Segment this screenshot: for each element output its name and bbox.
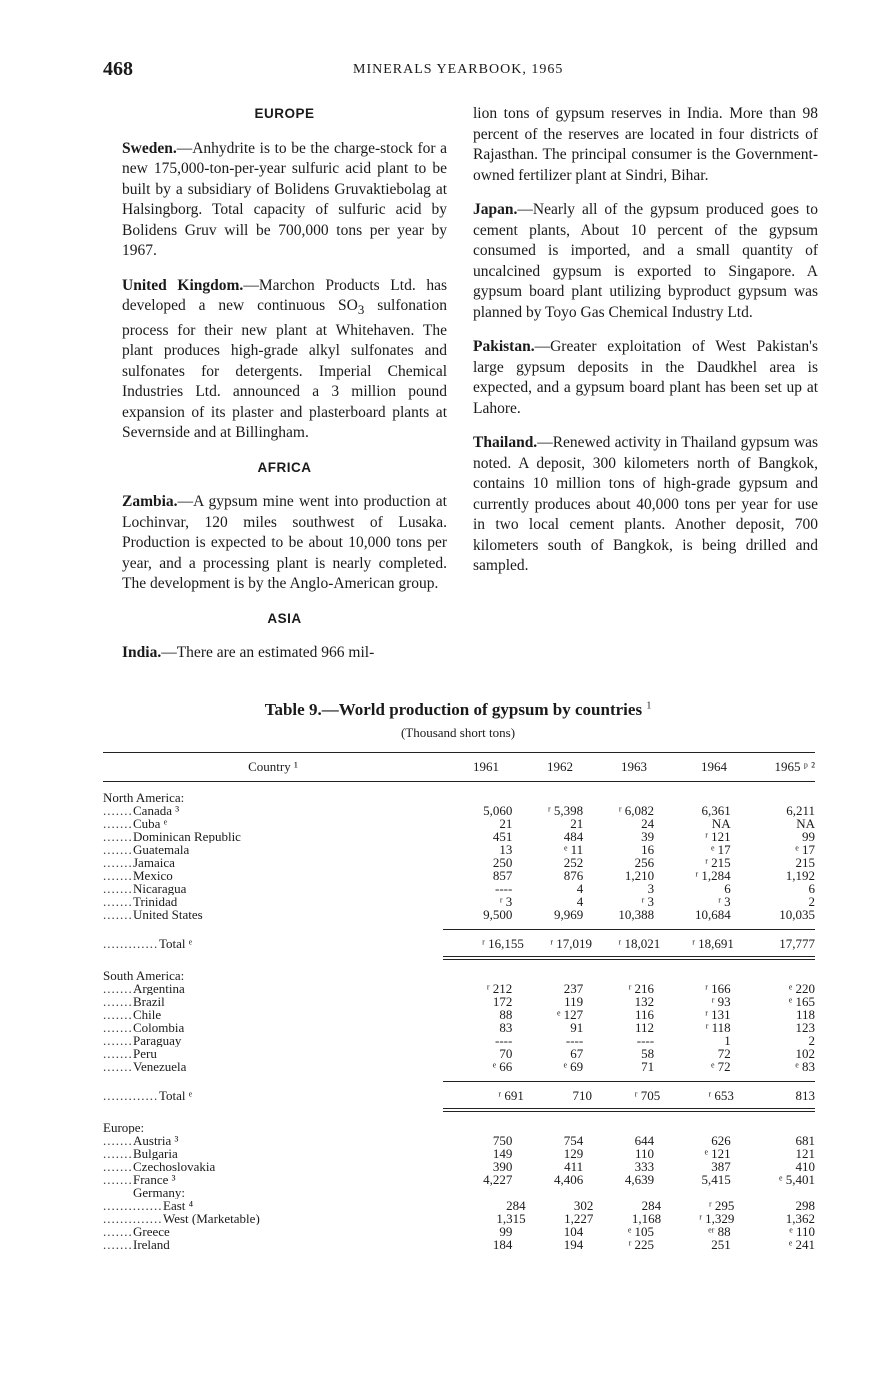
table-cell: ʳ 131 <box>705 1007 731 1022</box>
table-cell: ʳ 6,082 <box>618 803 655 818</box>
country-name: Thailand. <box>473 434 538 451</box>
country-label: France ³ <box>133 1173 459 1186</box>
table-cell: 6,361 <box>701 803 731 818</box>
table-cell: 1,168 <box>631 1211 662 1226</box>
table-cell: 410 <box>795 1159 815 1174</box>
country-label: Peru <box>133 1047 459 1060</box>
country-cell <box>103 1225 459 1238</box>
country-cell <box>103 1199 474 1212</box>
country-cell <box>103 1160 459 1173</box>
table-cell: ʳ 166 <box>705 981 731 996</box>
country-label: Paraguay <box>133 1034 459 1047</box>
table-cell: 4,227 <box>483 1172 513 1187</box>
table-cell: 21 <box>570 816 584 831</box>
table-cell: 17,777 <box>779 936 816 951</box>
table-cell: 5,060 <box>483 803 513 818</box>
table-cell: ---- <box>636 1033 655 1048</box>
page-number: 468 <box>103 58 133 80</box>
table-row <box>103 1147 815 1160</box>
table-cell: 451 <box>492 829 513 844</box>
country-name: Zambia. <box>122 493 178 511</box>
table-cell: 250 <box>492 855 513 870</box>
table-cell: 215 <box>795 855 815 870</box>
table-cell: 6,211 <box>786 803 815 818</box>
country-name: India. <box>122 644 162 662</box>
country-label: Czechoslovakia <box>133 1160 459 1173</box>
table-cell: 484 <box>563 829 584 844</box>
table-cell: 13 <box>499 842 513 857</box>
table-cell: 10,684 <box>694 907 731 922</box>
country-label: Austria ³ <box>133 1134 459 1147</box>
table-cell: 10,035 <box>779 907 815 922</box>
table-cell: 4 <box>576 881 584 896</box>
table-row <box>103 830 815 843</box>
table-cell: ʳ 93 <box>711 994 731 1009</box>
country-cell <box>103 856 459 869</box>
table-cell: ᵉ 5,401 <box>779 1172 815 1187</box>
table-cell: ᵉ 165 <box>788 994 815 1009</box>
table-cell: ʳ 18,021 <box>618 936 661 951</box>
column-header: 1965 ᵖ ² <box>774 759 815 774</box>
table-spacer <box>103 921 815 929</box>
table-cell: ᵉ 83 <box>795 1059 815 1074</box>
table-cell: 4 <box>576 894 584 909</box>
table-cell: 2 <box>808 894 815 909</box>
table-cell: 6 <box>724 881 731 896</box>
country-name: Pakistan. <box>473 338 535 355</box>
table-cell: ᵉ 105 <box>627 1224 655 1239</box>
table-cell: 99 <box>499 1224 513 1239</box>
table-spacer <box>103 1112 815 1121</box>
table-cell: ʳ 653 <box>708 1088 734 1103</box>
table-row <box>103 908 815 921</box>
table-cell: 121 <box>795 1146 815 1161</box>
table-row <box>103 1021 815 1034</box>
table-cell: 102 <box>795 1046 815 1061</box>
table-spacer <box>103 782 815 791</box>
table-cell: 39 <box>641 829 655 844</box>
table-cell: ᵉ 127 <box>557 1007 584 1022</box>
table-cell: 284 <box>506 1198 526 1213</box>
country-cell <box>103 830 459 843</box>
paragraph-zambia <box>122 492 447 595</box>
footnote-marker: 1 <box>646 700 652 712</box>
country-name: United Kingdom. <box>122 276 244 294</box>
table-row <box>103 1238 815 1251</box>
table-cell: ᵉ 241 <box>788 1237 815 1252</box>
table-cell: 58 <box>641 1046 655 1061</box>
germany-label: Germany: <box>133 1186 185 1199</box>
table-cell: 1,210 <box>624 868 655 883</box>
paragraph-japan <box>473 200 818 323</box>
table-cell: 411 <box>564 1159 584 1174</box>
table-cell: ʳ 215 <box>705 855 731 870</box>
country-label: Argentina <box>133 982 459 995</box>
table-cell: 750 <box>492 1133 513 1148</box>
paragraph-text: —A gypsum mine went into production at Lochinvar, 120 miles southwest of Lusaka. Production is expected to be about 10,000 tons per year, and a processing plant is nearly completed. The development is by the Anglo-American group. <box>122 493 447 593</box>
table-cell: 754 <box>563 1133 584 1148</box>
country-name: Sweden. <box>122 139 177 157</box>
country-label: Dominican Republic <box>133 830 459 843</box>
paragraph-text: —There are an estimated 966 mil- <box>161 644 375 662</box>
country-cell <box>103 843 459 856</box>
table-cell: 1 <box>724 1033 731 1048</box>
table-cell: 119 <box>564 994 584 1009</box>
country-label: Bulgaria <box>133 1147 459 1160</box>
country-label: Total ᵉ <box>159 1086 472 1106</box>
table-cell: 116 <box>635 1007 655 1022</box>
region-label: South America: <box>103 969 185 982</box>
column-header: Country ¹ <box>248 759 298 774</box>
country-label: Nicaragua <box>133 882 459 895</box>
table-cell: 5,415 <box>701 1172 731 1187</box>
table-header-row <box>103 753 815 781</box>
table-cell: 4,639 <box>624 1172 655 1187</box>
table-cell: 251 <box>711 1237 731 1252</box>
country-cell <box>103 1034 459 1047</box>
column-header: 1963 <box>621 759 647 774</box>
table-cell: 2 <box>808 1033 815 1048</box>
country-label: Mexico <box>133 869 459 882</box>
paragraph-india-continued: lion tons of gypsum reserves in India. More than 98 percent of the reserves are located in four districts of Rajasthan. The principal consumer is the Government-owned fertilizer plant at Sindri, Bihar. <box>473 105 818 184</box>
table-cell: 70 <box>499 1046 513 1061</box>
table-cell: 72 <box>717 1046 731 1061</box>
paragraph-text: —Nearly all of the gypsum produced goes to cement plants, About 10 percent of the gypsum consumed is imported, and a small quantity of uncalcined gypsum is exported to Singapore. A gypsum board plant utilizing byproduct gypsum was planned by Toyo Gas Chemical Industry Ltd. <box>473 201 818 321</box>
country-label: Canada ³ <box>133 804 459 817</box>
table-cell: 24 <box>641 816 655 831</box>
table-cell: ʳ 5,398 <box>547 803 584 818</box>
table-cell: ʳ 121 <box>705 829 731 844</box>
table-cell: 1,362 <box>785 1211 815 1226</box>
country-cell <box>103 804 459 817</box>
table-cell: 876 <box>563 868 584 883</box>
table-cell: ʳ 225 <box>628 1237 655 1252</box>
table-cell: 184 <box>492 1237 513 1252</box>
table-cell: ʳ 3 <box>718 894 731 909</box>
region-label: Europe: <box>103 1121 145 1134</box>
table-row <box>103 934 815 954</box>
paragraph-text: —Greater exploitation of West Pakistan's large gypsum deposits in the Daudkhel area is expected, and a gypsum board plant has been set up at Lahore. <box>473 338 818 417</box>
table-row <box>103 882 815 895</box>
table-cell: ᵉ 220 <box>788 981 815 996</box>
table-cell: 9,500 <box>483 907 513 922</box>
table-cell: 6 <box>808 881 815 896</box>
table-cell: 813 <box>795 1088 816 1103</box>
table-cell: 16 <box>641 842 655 857</box>
table-spacer <box>103 1073 815 1081</box>
country-cell <box>103 1008 459 1021</box>
right-column <box>473 104 818 591</box>
table-cell: ʳ 212 <box>486 981 513 996</box>
column-header: 1962 <box>547 759 573 774</box>
table-cell: 333 <box>634 1159 655 1174</box>
table-cell: 710 <box>572 1088 593 1103</box>
paragraph-text: —Anhydrite is to be the charge-stock for a new 175,000-ton-per-year sulfuric acid plant to be built by a subsidiary of Bolidens Gruvaktiebolag at Halsingborg. Total capacity of sulfuric acid by Bolidens Gruv will be 700,000 tons per year by 1967. <box>122 139 447 259</box>
country-cell <box>103 1047 459 1060</box>
country-label: Colombia <box>133 1021 459 1034</box>
country-label: Brazil <box>133 995 459 1008</box>
table-cell: ---- <box>494 1033 513 1048</box>
table-row <box>103 1086 815 1106</box>
table-cell: 4,406 <box>553 1172 584 1187</box>
table-cell: 83 <box>499 1020 513 1035</box>
section-heading-africa: AFRICA <box>257 459 312 475</box>
table-rule <box>443 956 815 957</box>
country-label: Total ᵉ <box>159 934 472 954</box>
table-cell: 387 <box>711 1159 731 1174</box>
table-cell: 1,192 <box>785 868 815 883</box>
table-cell: 9,969 <box>553 907 584 922</box>
country-cell <box>103 1134 459 1147</box>
table-cell: 857 <box>492 868 513 883</box>
table-cell: 88 <box>499 1007 513 1022</box>
country-cell <box>103 1212 474 1225</box>
table-cell: 71 <box>641 1059 655 1074</box>
region-label: North America: <box>103 791 185 804</box>
paragraph-text: —Renewed activity in Thailand gypsum was noted. A deposit, 300 kilometers north of Bangkok, contains 10 million tons of high-grade gypsum and currently produces about 40,000 tons per year for use in two local cement plants. Another deposit, 700 kilometers south of Bangkok, is being drilled and sampled. <box>473 434 818 574</box>
table-cell: 123 <box>795 1020 815 1035</box>
table-row <box>103 1173 815 1186</box>
table-cell: ʳ 705 <box>634 1088 661 1103</box>
table-cell: ᵉ 17 <box>795 842 815 857</box>
paragraph-text: sulfonation process for their new plant at Whitehaven. The plant produces high-grade alkyl sulfonates and sulfonates for detergents. Imperial Chemical Industries Ltd. announced a 3 million pound expansion of its plaster and plasterboard plants at Severnside and at Billingham. <box>122 297 447 442</box>
table-cell: 302 <box>573 1198 594 1213</box>
table-title-text: Table 9.—World production of gypsum by countries <box>264 700 643 719</box>
country-label: Cuba ᵉ <box>133 817 459 830</box>
paragraph-uk <box>122 276 447 444</box>
table-cell: ʳ 17,019 <box>550 936 593 951</box>
country-cell <box>103 817 459 830</box>
country-label: Trinidad <box>133 895 459 908</box>
country-name: Japan. <box>473 201 518 218</box>
table-cell: ---- <box>565 1033 584 1048</box>
country-cell <box>103 982 459 995</box>
table-row <box>103 804 815 817</box>
table-cell: ʳ 3 <box>641 894 655 909</box>
table-cell: ᵉ 11 <box>564 842 584 857</box>
table-row <box>103 1034 815 1047</box>
table-cell: 10,388 <box>618 907 655 922</box>
table-cell: 99 <box>801 829 815 844</box>
table-cell: 644 <box>634 1133 655 1148</box>
section-heading-europe: EUROPE <box>254 106 315 121</box>
table-cell: ʳ 18,691 <box>692 936 734 951</box>
table-cell: 21 <box>499 816 513 831</box>
column-header: 1961 <box>473 759 499 774</box>
table-cell: 626 <box>711 1133 731 1148</box>
country-cell <box>103 895 459 908</box>
table-cell: ᵉ 66 <box>492 1059 513 1074</box>
table-cell: 91 <box>570 1020 584 1035</box>
table-cell: 256 <box>634 855 655 870</box>
table-cell: 298 <box>795 1198 815 1213</box>
table-cell: ʳ 3 <box>499 894 513 909</box>
paragraph-thailand <box>473 433 818 577</box>
table-cell: 390 <box>492 1159 513 1174</box>
country-cell <box>103 934 472 954</box>
table-cell: 194 <box>563 1237 584 1252</box>
table-cell: 118 <box>795 1007 815 1022</box>
table-cell: 129 <box>563 1146 584 1161</box>
table-cell: 110 <box>635 1146 655 1161</box>
paragraph-pakistan <box>473 337 818 419</box>
table-cell: 237 <box>563 981 584 996</box>
country-cell <box>103 1238 459 1251</box>
region-heading <box>103 1121 815 1134</box>
country-label: Chile <box>133 1008 459 1021</box>
paragraph-text: —Marchon Products Ltd. has developed a new continuous SO <box>122 276 447 314</box>
country-cell <box>103 1173 459 1186</box>
country-label: Greece <box>133 1225 459 1238</box>
country-cell <box>103 1021 459 1034</box>
subscript: 3 <box>357 302 365 318</box>
country-cell <box>103 1086 472 1106</box>
table-cell: ᵉ 121 <box>704 1146 731 1161</box>
gypsum-production-table <box>103 752 815 1251</box>
table-cell: ᵉ 110 <box>789 1224 815 1239</box>
country-label: United States <box>133 908 459 921</box>
table-cell: 1,315 <box>496 1211 526 1226</box>
table-row <box>103 1047 815 1060</box>
table-cell: 149 <box>492 1146 513 1161</box>
section-heading-asia: ASIA <box>267 610 302 626</box>
table-cell: ᵉ 69 <box>563 1059 584 1074</box>
table-row <box>103 869 815 882</box>
country-label: East ⁴ <box>163 1199 474 1212</box>
column-header: 1964 <box>701 759 727 774</box>
table-cell: 1,227 <box>564 1211 594 1226</box>
table-cell: ᵉ 17 <box>711 842 731 857</box>
country-cell <box>103 908 459 921</box>
table-spacer <box>103 960 815 969</box>
table-cell: ---- <box>494 881 513 896</box>
table-cell: 112 <box>635 1020 655 1035</box>
table-title <box>103 700 813 720</box>
table-cell: ᵉʳ 88 <box>708 1224 731 1239</box>
country-cell <box>103 1147 459 1160</box>
table-cell: 132 <box>634 994 655 1009</box>
country-cell <box>103 995 459 1008</box>
paragraph-sweden <box>122 139 447 262</box>
country-label: Ireland <box>133 1238 459 1251</box>
country-cell <box>103 869 459 882</box>
table-rule <box>443 1108 815 1109</box>
table-cell: 67 <box>570 1046 584 1061</box>
table-cell: 104 <box>563 1224 584 1239</box>
left-column <box>122 104 447 678</box>
country-cell <box>103 1060 459 1073</box>
table-row <box>103 1060 815 1073</box>
table-cell: NA <box>796 816 815 831</box>
table-cell: ʳ 295 <box>708 1198 735 1213</box>
table-cell: NA <box>711 816 731 831</box>
country-label: Venezuela <box>133 1060 459 1073</box>
running-head: MINERALS YEARBOOK, 1965 <box>353 62 564 77</box>
table-cell: ʳ 1,284 <box>695 868 731 883</box>
paragraph-india <box>122 643 447 664</box>
table-cell: ʳ 691 <box>498 1088 524 1103</box>
table-cell: ʳ 16,155 <box>482 936 524 951</box>
page-header <box>103 58 783 88</box>
table-cell: ʳ 1,329 <box>699 1211 735 1226</box>
country-label: Guatemala <box>133 843 459 856</box>
table-cell: ᵉ 72 <box>711 1059 731 1074</box>
table-cell: 284 <box>641 1198 662 1213</box>
table-row <box>103 982 815 995</box>
table-cell: 681 <box>795 1133 815 1148</box>
country-label: Jamaica <box>133 856 459 869</box>
table-row <box>103 1225 815 1238</box>
table-subtitle: (Thousand short tons) <box>400 725 516 740</box>
table-cell: ʳ 118 <box>705 1020 731 1035</box>
country-cell <box>103 882 459 895</box>
table-cell: 172 <box>492 994 513 1009</box>
country-label: West (Marketable) <box>163 1212 474 1225</box>
table-cell: ʳ 216 <box>628 981 655 996</box>
table-cell: 3 <box>647 881 655 896</box>
table-cell: 252 <box>563 855 584 870</box>
